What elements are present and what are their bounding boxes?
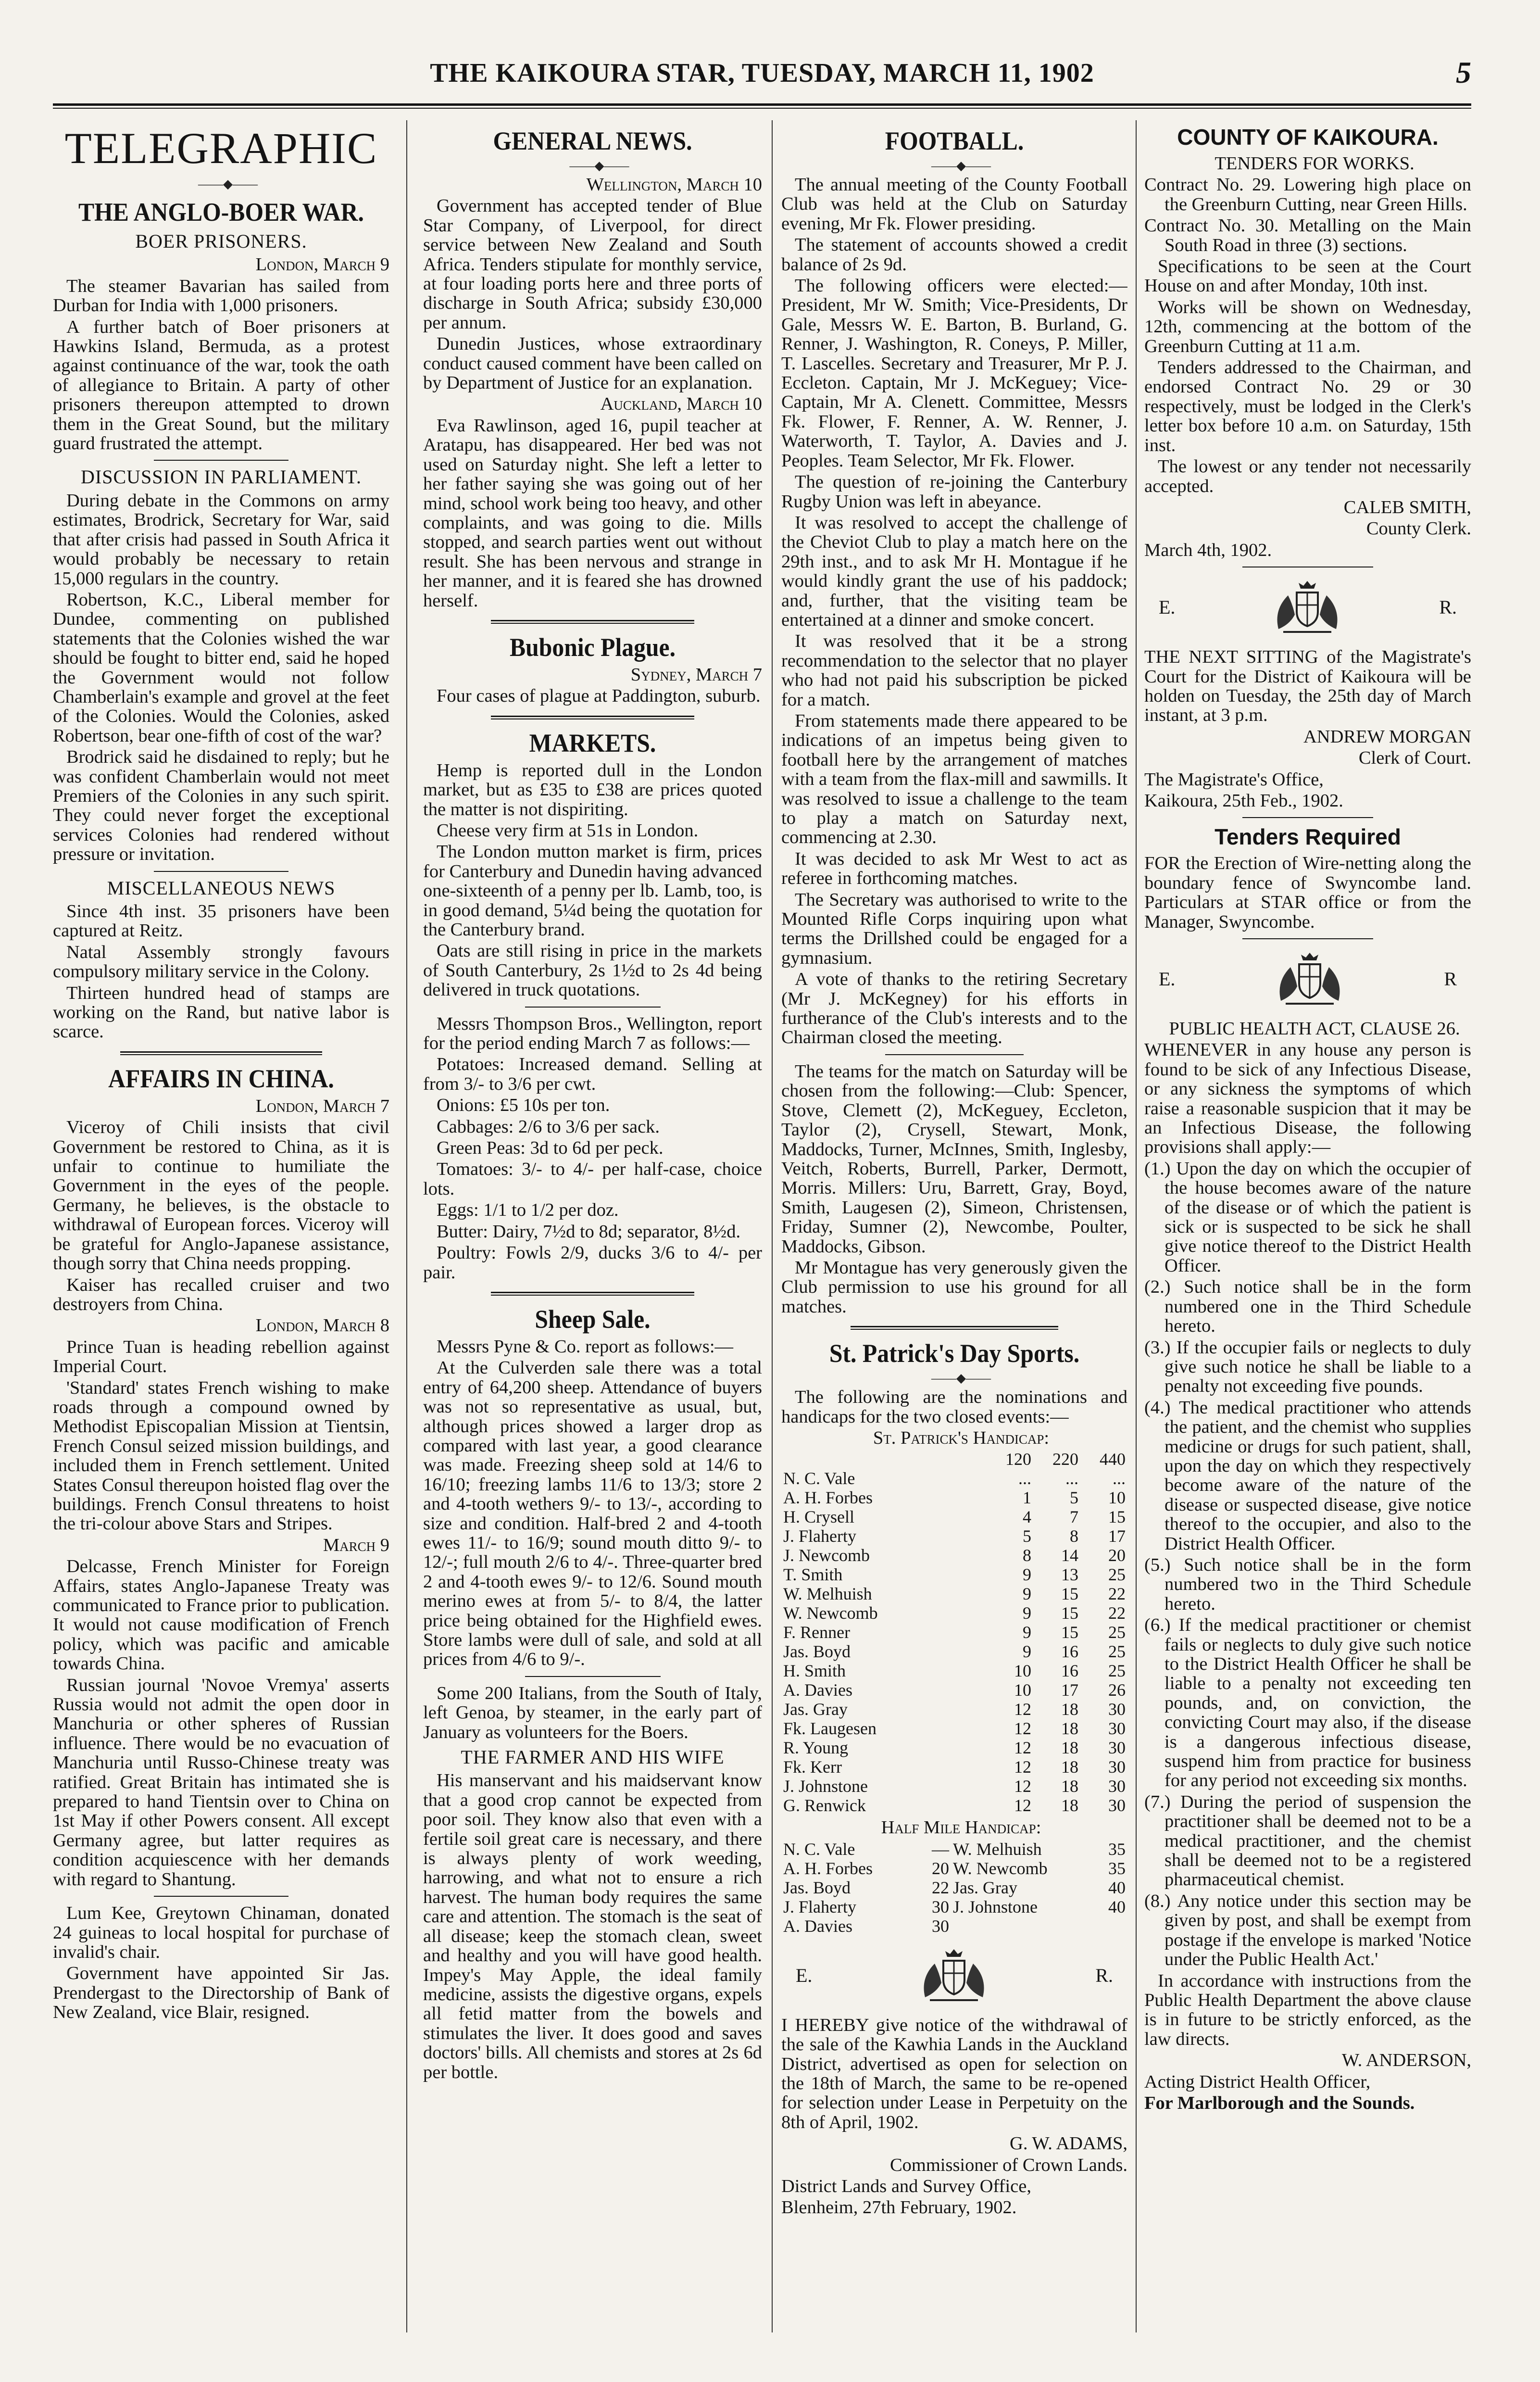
runner-name: T. Smith <box>783 1565 843 1585</box>
clause-item: (7.) During the period of suspension the practitioner shall be deemed not to be a medical practitioner, and the chemist shall be deemed not to be a registered pharmaceutical chemist. <box>1144 1791 1471 1890</box>
handicap-440: 17 <box>1108 1526 1126 1546</box>
half-mile-title: Half Mile Handicap: <box>881 1817 1041 1838</box>
paragraph: Messrs Thompson Bros., Wellington, report for the period ending March 7 as follows:— <box>423 1013 762 1054</box>
signature-title: County Clerk. <box>1366 518 1471 539</box>
paragraph: Eggs: 1/1 to 1/2 per doz. <box>437 1200 619 1221</box>
royal-crest <box>1159 576 1457 639</box>
paragraph: His manservant and his maidservant know that a good crop cannot be expected from poor soil. They know also that even with a fertile soil great care is necessary, and there is always plenty of work weeding, harrowing, and what not to ensure a rich harvest. The human body requires the same care and attention. The stomach is the seat of all disease; keep the stomach clean, sweet and healthy and you will have good health. Impey's May Apple, the ideal family medicine, assists the digestive organs, expels all fetid matter from the bowels and stimulates the liver. It does good and saves doctors' bills. All chemists and stores at 2s 6d per bottle. <box>423 1770 762 2082</box>
court-notice: THE NEXT SITTING of the Magistrate's Court for the District of Kaikoura will be holden on Tuesday, the 25th day of March instant, at 3 p.m. <box>1144 647 1471 726</box>
column-football <box>781 120 1127 2361</box>
paragraph: Robertson, K.C., Liberal member for Dundee, commenting on published statements that the Colonies wished the war should be fought to bitter end, said he hoped the Government would not follow Chamberlain's example and grovel at the feet of the Colonies. Would the Colonies, asked Robertson, bear one-fifth of cost of the war? <box>53 589 389 746</box>
notice-office: District Lands and Survey Office, <box>781 2176 1031 2197</box>
handicap-value: 35 <box>1108 1839 1126 1859</box>
ornament-divider: ——◆—— <box>931 1371 991 1386</box>
subheading-boer-prisoners: BOER PRISONERS. <box>135 230 307 252</box>
contract-item: Contract No. 29. Lowering high place on the Greenburn Cutting, near Green Hills. <box>1144 175 1471 214</box>
heading-sheep-sale: Sheep Sale. <box>535 1304 651 1334</box>
paragraph: Mr Montague has very generously given the Club permission to use his ground for all matches. <box>781 1257 1127 1317</box>
subheading-misc-news: MISCELLANEOUS NEWS <box>107 877 336 899</box>
crest-letter: E. <box>796 1964 813 1986</box>
column-notices <box>1144 120 1471 2361</box>
table-row <box>781 1661 1127 1680</box>
handicap-120: 9 <box>1023 1642 1031 1662</box>
handicap-440: 26 <box>1108 1680 1126 1700</box>
paragraph: Since 4th inst. 35 prisoners have been captured at Reitz. <box>53 901 389 941</box>
paragraph: Works will be shown on Wednesday, 12th, commencing at the bottom of the Greenburn Cutting at 11 a.m. <box>1144 297 1471 356</box>
table-header-cell: 220 <box>1052 1449 1078 1469</box>
paragraph: Specifications to be seen at the Court House on and after Monday, 10th inst. <box>1144 256 1471 296</box>
runner-name: J. Johnstone <box>783 1777 868 1796</box>
handicap-440: 30 <box>1108 1796 1126 1815</box>
column-divider <box>772 120 773 2332</box>
crest-letter: R. <box>1095 1964 1113 1986</box>
handicap-120: 8 <box>1023 1546 1031 1565</box>
paragraph: Cabbages: 2/6 to 3/6 per sack. <box>437 1116 660 1137</box>
table-row <box>781 1916 1127 1936</box>
heading-bubonic-plague: Bubonic Plague. <box>509 632 676 662</box>
paragraph: At the Culverden sale there was a total entry of 64,200 sheep. Attendance of buyers was not so representative as usual, but, although prices showed a larger drop as compared with last year, a good clearance was made. Freezing sheep sold at 14/6 to 16/10; freezing lambs 11/6 to 13/3; store 2 and 4-tooth wethers 9/- to 13/-, according to size and condition. Half-bred 2 and 4-tooth ewes 11/- to 16/9; sound mouth ditto 9/- to 12/-; full mouth 2/6 to 4/-. Three-quarter bred 2 and 4-tooth ewes 9/- to 12/6. Sound mouth merino ewes at from 5/- to 8/4, the latter price being obtained for the Highfield ewes. Store lambs were dull of sale, and sold at all prices from 4/6 to 9/-. <box>423 1358 762 1670</box>
paragraph: Government has accepted tender of Blue Star Company, of Liverpool, for direct service between New Zealand and South Africa. Tenders stipulate for monthly service, at four loading ports here and three ports of discharge in South Africa; subsidy £30,000 per annum. <box>423 196 762 333</box>
handicap-120: 12 <box>1014 1700 1031 1719</box>
handicap-value: — <box>932 1839 949 1859</box>
column-telegraphic <box>53 120 389 2361</box>
paragraph: The Secretary was authorised to write to the Mounted Rifle Corps inquiring upon what terms the Drillshed could be engaged for a gymnasium. <box>781 889 1127 968</box>
double-divider <box>491 620 694 624</box>
notice-date: Kaikoura, 25th Feb., 1902. <box>1144 790 1343 811</box>
paragraph: The steamer Bavarian has sailed from Durban for India with 1,000 prisoners. <box>53 276 389 316</box>
paragraph: Green Peas: 3d to 6d per peck. <box>437 1138 664 1159</box>
paragraph: The question of re-joining the Canterbury Rugby Union was left in abeyance. <box>781 472 1127 512</box>
handicap-220: 18 <box>1061 1796 1078 1815</box>
handicap-440: 10 <box>1108 1488 1126 1508</box>
paragraph: Dunedin Justices, whose extraordinary conduct caused comment have been called on by Department of Justice for an explanation. <box>423 334 762 393</box>
handicap-440: 20 <box>1108 1546 1126 1565</box>
handicap-120: 4 <box>1023 1507 1031 1527</box>
runner-name <box>951 1916 1080 1936</box>
clause-item: (1.) Upon the day on which the occupier of the house becomes aware of the nature of the disease or of which the patient is sick or is suspected to be sick he shall give notice thereof to the District Health Officer. <box>1144 1158 1471 1276</box>
paragraph: Viceroy of Chili insists that civil Government be restored to China, as it is unfair to continue to humiliate the Government in the eyes of the people. Germany, he believes, is the obstacle to withdrawal of European forces. Viceroy will be grateful for Anglo-Japanese assistance, though sorry that China needs propping. <box>53 1117 389 1274</box>
runner-name: J. Flaherty <box>783 1526 856 1546</box>
runner-name: Jas. Gray <box>783 1700 848 1719</box>
handicap-220: 16 <box>1061 1642 1078 1662</box>
runner-name: W. Melhuish <box>953 1839 1042 1859</box>
heading-general-news: GENERAL NEWS. <box>493 126 692 155</box>
table-row <box>781 1680 1127 1700</box>
runner-name: H. Crysell <box>783 1507 854 1527</box>
half-mile-table <box>781 1840 1127 1936</box>
table-row <box>781 1565 1127 1584</box>
runner-name: F. Renner <box>783 1623 851 1642</box>
paragraph: Russian journal 'Novoe Vremya' asserts Russia would not admit the open door in Manchuria or other spheres of Russian influence. There would be no evacuation of Manchuria until Russo-Chinese treaty was ratified. Great Britain has intimated she is prepared to hand Tientsin over to China on 1st May if other Powers consent. All except Germany agree, but latter requires as condition acquiescence with her demands with regard to Shantung. <box>53 1675 389 1890</box>
handicap-440: 30 <box>1108 1700 1126 1719</box>
handicap-440: 15 <box>1108 1507 1126 1527</box>
handicap-440: 30 <box>1108 1719 1126 1739</box>
handicap-440: ... <box>1113 1469 1126 1488</box>
section-heading-telegraphic: TELEGRAPHIC <box>64 124 378 173</box>
table-header-row <box>781 1449 1127 1469</box>
notice-date: March 4th, 1902. <box>1144 540 1272 560</box>
handicap-220: 18 <box>1061 1719 1078 1739</box>
paragraph: A vote of thanks to the retiring Secretary (Mr J. McKegney) for his efforts in furtherance of the Club's interests and to the Chairman closed the meeting. <box>781 969 1127 1048</box>
masthead-rule <box>53 103 1471 109</box>
handicap-220: 18 <box>1061 1777 1078 1796</box>
heading-football: FOOTBALL. <box>885 126 1024 155</box>
paragraph: Oats are still rising in price in the markets of South Canterbury, 2s 1½d to 2s 4d being delivered in truck quotations. <box>423 941 762 1000</box>
paragraph: The annual meeting of the County Football Club was held at the Club on Saturday evening, Mr Fk. Flower presiding. <box>781 175 1127 234</box>
double-divider <box>851 1326 1058 1330</box>
royal-crest <box>796 1944 1113 2007</box>
contract-item: Contract No. 30. Metalling on the Main South Road in three (3) sections. <box>1144 215 1471 255</box>
clause-item: (5.) Such notice shall be in the form numbered two in the Third Schedule hereto. <box>1144 1554 1471 1614</box>
royal-arms-icon <box>1266 948 1353 1010</box>
half-mile-rows <box>781 1840 1127 1936</box>
clause-item: (3.) If the occupier fails or neglects to duly give such notice he shall be liable to a penalty not exceeding five pounds. <box>1144 1337 1471 1397</box>
handicap-220: 5 <box>1070 1488 1078 1508</box>
paragraph: Lum Kee, Greytown Chinaman, donated 24 guineas to local hospital for purchase of invalid's chair. <box>53 1903 389 1962</box>
paragraph: Prince Tuan is heading rebellion against Imperial Court. <box>53 1336 389 1377</box>
dateline: London, March 7 <box>255 1096 389 1116</box>
crest-letter: R <box>1444 968 1457 990</box>
handicap-220: 15 <box>1061 1603 1078 1623</box>
paragraph: Thirteen hundred head of stamps are working on the Rand, but native labor is scarce. <box>53 983 389 1042</box>
paragraph: Delcasse, French Minister for Foreign Affairs, states Anglo-Japanese Treaty was communicated to France prior to publication. It would not cause modification of French policy, which was pacific and amicable towards China. <box>53 1556 389 1674</box>
health-paragraph: WHENEVER in any house any person is found to be sick of any Infectious Disease, or any sickness the symptoms of which raise a reasonable suspicion that it may be an Infectious Disease, the following provisions shall apply:— <box>1144 1040 1471 1158</box>
table-header-cell <box>781 1449 986 1469</box>
handicap-value: 35 <box>1108 1858 1126 1878</box>
heading-markets: MARKETS. <box>529 728 656 757</box>
divider <box>1242 938 1373 939</box>
dateline: London, March 9 <box>255 254 389 275</box>
runner-name: A. H. Forbes <box>783 1858 873 1878</box>
paragraph: The following officers were elected:—President, Mr W. Smith; Vice-Presidents, Dr Gale, Messrs W. E. Barton, B. Burland, G. Renner, J. Washington, R. Coneys, P. Miller, T. Lascelles. Secretary and Treasurer, Mr P. J. Eccleton. Captain, Mr J. McKeguey; Vice-Captain, Mr A. Clenett. Committee, Messrs Fk. Flower, F. Renner, A. W. Renner, J. Waterworth, T. Taylor, A. Davies and J. Peoples. Team Selector, Mr Fk. Flower. <box>781 276 1127 471</box>
handicap-440: 25 <box>1108 1565 1126 1585</box>
handicap-220: 15 <box>1061 1584 1078 1604</box>
heading-farmer-wife: THE FARMER AND HIS WIFE <box>461 1746 725 1768</box>
paragraph: It was decided to ask Mr West to act as referee in forthcoming matches. <box>781 848 1127 889</box>
table-row <box>781 1738 1127 1757</box>
handicap-440: 25 <box>1108 1642 1126 1662</box>
runner-name: A. Davies <box>783 1916 852 1936</box>
runner-name: Jas. Boyd <box>783 1878 851 1897</box>
signature-title: Clerk of Court. <box>1358 748 1471 769</box>
table-row <box>781 1777 1127 1796</box>
runner-name: N. C. Vale <box>783 1839 855 1859</box>
table-row <box>781 1796 1127 1815</box>
handicap-rows <box>781 1469 1127 1815</box>
table-row <box>781 1507 1127 1526</box>
notice-paragraph: I HEREBY give notice of the withdrawal of the sale of the Kawhia Lands in the Auckland District, advertised as open for selection on the 18th of March, the same to be re-opened for selection under Lease in Perpetuity on the 8th of April, 1902. <box>781 2015 1127 2132</box>
handicap-220: 13 <box>1061 1565 1078 1585</box>
signature: G. W. ADAMS, <box>1010 2133 1127 2154</box>
runner-name: H. Smith <box>783 1661 846 1681</box>
paragraph: During debate in the Commons on army estimates, Brodrick, Secretary for War, said that after crisis had passed in South Africa it would probably be necessary to retain 15,000 regulars in the country. <box>53 490 389 589</box>
clause-item: (2.) Such notice shall be in the form numbered one in the Third Schedule hereto. <box>1144 1277 1471 1336</box>
paragraph: Cheese very firm at 51s in London. <box>437 820 699 841</box>
paragraph: The lowest or any tender not necessarily accepted. <box>1144 456 1471 496</box>
handicap-value: 40 <box>1108 1897 1126 1916</box>
signature: ANDREW MORGAN <box>1303 726 1471 747</box>
paragraph: 'Standard' states French wishing to make roads through a compound owned by Methodist Episcopalian Mission at Tientsin, French Consul seized mission buildings, and included them in French settlement. United States Consul thereupon hoisted flag over the buildings. French Consul threatens to hoist the tri-colour above Stars and Stripes. <box>53 1377 389 1534</box>
heading-public-health-act: PUBLIC HEALTH ACT, CLAUSE 26. <box>1169 1019 1460 1039</box>
paragraph: Some 200 Italians, from the South of Italy, left Genoa, by steamer, in the early part of January as volunteers for the Boers. <box>423 1683 762 1742</box>
table-header-cell: 440 <box>1100 1449 1126 1469</box>
handicap-120: 12 <box>1014 1757 1031 1777</box>
runner-name: Fk. Kerr <box>783 1757 842 1777</box>
handicap-220: 16 <box>1061 1661 1078 1681</box>
handicap-220: 18 <box>1061 1700 1078 1719</box>
signature-title: Commissioner of Crown Lands. <box>889 2155 1127 2175</box>
runner-name: J. Johnstone <box>953 1897 1038 1916</box>
paragraph: Poultry: Fowls 2/9, ducks 3/6 to 4/- per pair. <box>423 1243 762 1283</box>
signature-region: For Marlborough and the Sounds. <box>1144 2092 1415 2113</box>
handicap-value: 20 <box>932 1858 949 1878</box>
table-row <box>781 1469 1127 1488</box>
handicap-value: 30 <box>932 1916 949 1936</box>
paragraph: Government have appointed Sir Jas. Prendergast to the Directorship of Bank of New Zealand, vice Blair, resigned. <box>53 1963 389 2023</box>
paragraph: Messrs Pyne & Co. report as follows:— <box>437 1336 734 1357</box>
clause-item: (8.) Any notice under this section may be given by post, and shall be exempt from postage if the envelope is marked 'Notice under the Public Health Act.' <box>1144 1890 1471 1970</box>
handicap-440: 22 <box>1108 1603 1126 1623</box>
signature: CALEB SMITH, <box>1343 497 1471 517</box>
handicap-120: ... <box>1018 1469 1031 1488</box>
heading-county-kaikoura: COUNTY OF KAIKOURA. <box>1177 125 1439 150</box>
table-row <box>781 1719 1127 1738</box>
heading-st-patricks: St. Patrick's Day Sports. <box>829 1339 1080 1368</box>
heading-anglo-boer-war: THE ANGLO-BOER WAR. <box>78 198 364 227</box>
paragraph: Tenders addressed to the Chairman, and endorsed Contract No. 29 or 30 respectively, must be lodged in the Clerk's letter box before 10 a.m. on Saturday, 15th inst. <box>1144 357 1471 455</box>
handicap-220: 15 <box>1061 1623 1078 1642</box>
handicap-220: 14 <box>1061 1546 1078 1565</box>
paragraph: From statements made there appeared to be indications of an impetus being given to football here by the arrangement of matches with a team from the flax-mill and sawmills. It was resolved to issue a challenge to the team to play a match on Saturday next, commencing at 2.30. <box>781 710 1127 848</box>
ornament-divider: ——◆—— <box>569 159 629 173</box>
handicap-440: 25 <box>1108 1623 1126 1642</box>
handicap-value: 30 <box>932 1897 949 1916</box>
paragraph: Hemp is reported dull in the London market, but as £35 to £38 are prices quoted the matter is not dispiriting. <box>423 760 762 819</box>
clause-item: (6.) If the medical practitioner or chemist fails or neglects to duly give such notice to the District Health Officer he shall be liable to a penalty not exceeding ten pounds, and, on conviction, the convicting Court may also, if the disease is a dangerous infectious disease, suspend him from practice for business for any period not exceeding six months. <box>1144 1615 1471 1791</box>
table-row <box>781 1840 1127 1859</box>
royal-arms-icon <box>911 1944 997 2007</box>
paragraph: The statement of accounts showed a credit balance of 2s 9d. <box>781 235 1127 275</box>
paragraph: Potatoes: Increased demand. Selling at from 3/- to 3/6 per cwt. <box>423 1054 762 1094</box>
runner-name: A. H. Forbes <box>783 1488 873 1508</box>
handicap-120: 5 <box>1023 1526 1031 1546</box>
runner-name: G. Renwick <box>783 1796 866 1815</box>
paragraph: The London mutton market is firm, prices for Canterbury and Dunedin having advanced one-sixteenth of a penny per lb. Lamb, too, is in good demand, 5¼d being the quotation for the Canterbury brand. <box>423 842 762 940</box>
handicap-120: 9 <box>1023 1565 1031 1585</box>
heading-affairs-china: AFFAIRS IN CHINA. <box>108 1064 334 1093</box>
royal-arms-icon <box>1264 576 1351 639</box>
masthead <box>53 55 1471 91</box>
heading-tenders-required: Tenders Required <box>1214 824 1401 850</box>
runner-name: N. C. Vale <box>783 1469 855 1488</box>
handicap-220: 7 <box>1070 1507 1078 1527</box>
column-general-news <box>423 120 762 2361</box>
notice-office: The Magistrate's Office, <box>1144 769 1324 790</box>
column-divider <box>1136 120 1137 2332</box>
ornament-divider: ——◆—— <box>198 177 258 191</box>
divider <box>1242 817 1373 818</box>
newspaper-title: THE KAIKOURA STAR, TUESDAY, MARCH 11, 1902 <box>430 58 1094 88</box>
divider <box>154 460 288 461</box>
handicap-120: 9 <box>1023 1584 1031 1604</box>
dateline: Sydney, March 7 <box>630 664 762 685</box>
paragraph: It was resolved to accept the challenge of the Cheviot Club to play a match here on the 29th inst., and to ask Mr H. Montague if he would kindly grant the use of his paddock; and, further, that the visiting team be entertained at a dinner and smoke concert. <box>781 512 1127 630</box>
handicap-120: 12 <box>1014 1777 1031 1796</box>
runner-name: W. Newcomb <box>783 1603 878 1623</box>
table-row <box>781 1878 1127 1897</box>
divider <box>885 1054 1024 1055</box>
table-header-cell: 120 <box>1005 1449 1031 1469</box>
handicap-120: 9 <box>1023 1623 1031 1642</box>
handicap-title: St. Patrick's Handicap: <box>873 1427 1050 1448</box>
handicap-440: 30 <box>1108 1777 1126 1796</box>
table-row <box>781 1700 1127 1719</box>
paragraph: Onions: £5 10s per ton. <box>437 1095 610 1116</box>
runner-name: Jas. Gray <box>953 1878 1017 1897</box>
signature: W. ANDERSON, <box>1341 2050 1471 2071</box>
runner-name: J. Flaherty <box>783 1897 856 1916</box>
handicap-220: ... <box>1065 1469 1078 1488</box>
page-number: 5 <box>1456 55 1471 89</box>
paragraph: Eva Rawlinson, aged 16, pupil teacher at Aratapu, has disappeared. Her bed was not used on Saturday night. She left a letter to her father saying she was going out of her mind, school work being too heavy, and other complaints, and was going to die. Mills stopped, and search parties went out without result. She has been nervous and strange in her manner, and it is feared she has drowned herself. <box>423 415 762 611</box>
handicap-220: 18 <box>1061 1738 1078 1758</box>
handicap-120: 12 <box>1014 1796 1031 1815</box>
crest-letter: E. <box>1159 596 1176 618</box>
double-divider <box>120 1051 322 1055</box>
handicap-120: 10 <box>1014 1661 1031 1681</box>
table-row <box>781 1642 1127 1661</box>
paragraph: A further batch of Boer prisoners at Hawkins Island, Bermuda, as a protest against continuance of the war, took the oath of allegiance to Britain. A party of other prisoners thereupon attempted to drown them in the Great Sound, but the military guard frustrated the attempt. <box>53 316 389 454</box>
handicap-220: 18 <box>1061 1757 1078 1777</box>
subheading-tenders-works: TENDERS FOR WORKS. <box>1214 153 1415 174</box>
handicap-120: 9 <box>1023 1603 1031 1623</box>
dateline: Auckland, March 10 <box>600 394 762 415</box>
handicap-120: 1 <box>1023 1488 1031 1508</box>
table-row <box>781 1897 1127 1916</box>
runner-name: R. Young <box>783 1738 849 1758</box>
tender-notice: FOR the Erection of Wire-netting along the boundary fence of Swyncombe land. Particulars at STAR office or from the Manager, Swyncombe. <box>1144 853 1471 932</box>
paragraph: The following are the nominations and handicaps for the two closed events:— <box>781 1387 1127 1427</box>
handicap-440: 25 <box>1108 1661 1126 1681</box>
table-row <box>781 1623 1127 1642</box>
paragraph: The teams for the match on Saturday will be chosen from the following:—Club: Spencer, Stove, Clemett (2), McKeguey, Eccleton, Taylor (2), Crysell, Stewart, Monk, Maddocks, Turner, McInnes, Smith, Inglesby, Veitch, Roberts, Burrell, Parker, Dermott, Morris. Millers: Uru, Barrett, Gray, Boyd, Smith, Laugesen (2), Simeon, Christensen, Friday, Sumner (2), Newcombe, Poulter, Maddocks, Gibson. <box>781 1061 1127 1257</box>
paragraph: Brodrick said he disdained to reply; but he was confident Chamberlain would not meet Premiers of the Colonies in any such spirit. They could never forget the exceptional services Colonies had rendered without pressure or invitation. <box>53 747 389 865</box>
paragraph: Kaiser has recalled cruiser and two destroyers from China. <box>53 1274 389 1314</box>
handicap-440: 30 <box>1108 1757 1126 1777</box>
runner-name: A. Davies <box>783 1680 852 1700</box>
handicap-value: 40 <box>1108 1878 1126 1897</box>
signature-title: Acting District Health Officer, <box>1144 2071 1371 2092</box>
handicap-120: 12 <box>1014 1719 1031 1739</box>
runner-name: Fk. Laugesen <box>783 1719 876 1739</box>
dateline: Wellington, March 10 <box>586 175 762 195</box>
table-row <box>781 1584 1127 1603</box>
runner-name: Jas. Boyd <box>783 1642 851 1662</box>
handicap-table <box>781 1449 1127 1815</box>
table-row <box>781 1546 1127 1565</box>
table-row <box>781 1526 1127 1546</box>
handicap-220: 8 <box>1070 1526 1078 1546</box>
runner-name: W. Melhuish <box>783 1584 872 1604</box>
paragraph: Tomatoes: 3/- to 4/- per half-case, choice lots. <box>423 1159 762 1199</box>
paragraph: Natal Assembly strongly favours compulsory military service in the Colony. <box>53 942 389 982</box>
runner-name: J. Newcomb <box>783 1546 870 1565</box>
paragraph: In accordance with instructions from the Public Health Department the above clause is in future to be strictly enforced, as the law directs. <box>1144 1970 1471 2049</box>
dateline: London, March 8 <box>255 1315 389 1336</box>
handicap-440: 22 <box>1108 1584 1126 1604</box>
notice-date: Blenheim, 27th February, 1902. <box>781 2197 1017 2218</box>
divider <box>525 1007 661 1008</box>
divider <box>525 1676 661 1677</box>
column-divider <box>406 120 407 2332</box>
ornament-divider: ——◆—— <box>931 159 991 173</box>
paragraph: Four cases of plague at Paddington, suburb. <box>437 686 761 706</box>
double-divider <box>491 1292 694 1296</box>
dateline: March 9 <box>323 1535 389 1555</box>
crest-letter: E. <box>1159 968 1176 990</box>
table-row <box>781 1603 1127 1623</box>
handicap-value <box>1080 1916 1127 1936</box>
double-divider <box>491 716 694 719</box>
handicap-120: 12 <box>1014 1738 1031 1758</box>
runner-name: W. Newcomb <box>953 1858 1048 1878</box>
table-row <box>781 1859 1127 1878</box>
divider <box>154 1896 288 1897</box>
table-row <box>781 1757 1127 1777</box>
table-row <box>781 1488 1127 1507</box>
subheading-discussion: DISCUSSION IN PARLIAMENT. <box>81 466 362 488</box>
crest-letter: R. <box>1439 596 1457 618</box>
handicap-440: 30 <box>1108 1738 1126 1758</box>
handicap-220: 17 <box>1061 1680 1078 1700</box>
clause-item: (4.) The medical practitioner who attends the patient, and the chemist who supplies medicine or drugs for such patient, shall, upon the day on which they respectively become aware of the nature of the disease or suspected disease, give notice thereof to the occupier, and also to the District Health Officer. <box>1144 1397 1471 1554</box>
paragraph: It was resolved that it be a strong recommendation to the selector that no player who had not paid his subscription be picked for a match. <box>781 631 1127 710</box>
divider <box>154 871 288 872</box>
paragraph: Butter: Dairy, 7½d to 8d; separator, 8½d. <box>437 1221 741 1242</box>
handicap-value: 22 <box>932 1878 949 1897</box>
handicap-120: 10 <box>1014 1680 1031 1700</box>
royal-crest <box>1159 948 1457 1010</box>
